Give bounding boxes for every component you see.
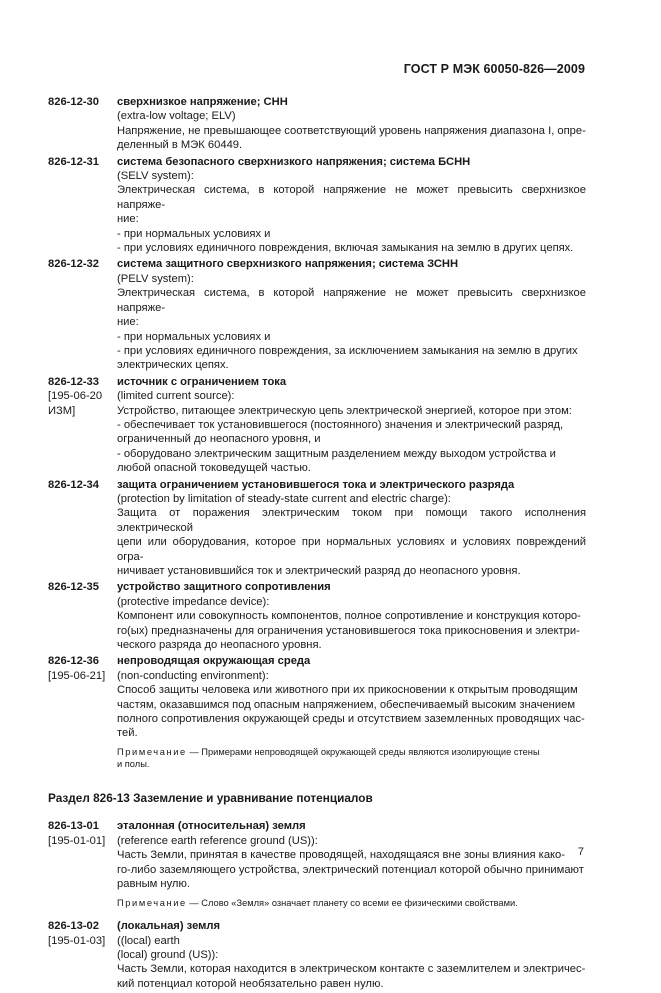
definition-line: Напряжение, не превышающее соответствующий уровень напряжения диапазона I, опре- [117,124,586,137]
entry-number: 826-12-30 [48,96,100,108]
note-text: — Примерами непроводящей окружающей среды являются изолирующие стены [186,746,540,757]
definition-line: - при нормальных условиях и [117,330,271,343]
term-title: эталонная (относительная) земля [117,820,306,833]
entry-number: 826-13-02 [48,920,100,933]
definition-line: электрических цепях. [117,359,229,372]
entry-number: 826-12-32 [48,258,100,271]
page-number: 7 [577,846,584,858]
note-text: — Слово «Земля» означает планету со всеми ее физическими свойствами. [186,897,518,908]
term-english: (PELV system): [117,272,194,285]
definition-line: Устройство, питающее электрическую цепь электрической энергией, которое при этом: [117,404,572,417]
definition-line: - при нормальных условиях и [117,227,271,240]
note [117,897,586,910]
term-title: источник с ограничением тока [117,375,287,388]
term-title: устройство защитного сопротивления [117,581,331,594]
term-entry [48,155,586,256]
iec-reference: [195-06-21] [48,669,106,682]
definition-line: частям, оказавшимся под опасным напряжением, обеспечиваемый высоким значением [117,698,576,711]
note-label: Примечание [117,897,187,908]
entry-number: 826-12-31 [48,155,100,168]
term-entry [48,819,586,915]
definition-line: ничивает установившийся ток и электрический разряд до неопасного уровня. [117,565,521,577]
term-entry [48,580,586,652]
term-english: (limited current source): [117,390,235,403]
iec-reference: ИЗМ] [48,404,76,417]
iec-reference: [195-06-20 [48,390,103,403]
definition-line: ние: [117,316,139,329]
definition-line: ограниченный до неопасного уровня, и [117,433,321,446]
term-english: (protection by limitation of steady-state current and electric charge): [117,492,451,505]
definition-line: цепи или оборудования, которое при нормальных условиях и условиях повреждений огра- [117,536,586,563]
term-entry [48,478,586,579]
note [117,746,586,771]
term-title: непроводящая окружающая среда [117,655,311,668]
definition-line: любой опасной токоведущей частью. [117,462,311,475]
definition-line: тей. [117,727,138,740]
entry-number: 826-12-33 [48,375,100,388]
term-english: (non-conducting environment): [117,669,269,682]
term-entry [48,919,586,991]
term-title: система защитного сверхнизкого напряжения; система ЗСНН [117,258,459,271]
entry-number: 826-13-01 [48,820,100,833]
document-body [48,95,586,993]
note-label: Примечание [117,746,187,757]
definition-line: полного сопротивления окружающей среды и отсутствием заземленных проводящих час- [117,713,585,726]
term-english: (reference earth reference ground (US)): [117,834,318,847]
definition-line: кий потенциал которой необязательно равен нулю. [117,977,384,990]
definition-line: Защита от поражения электрическим током при помощи такого исполнения электрической [117,507,586,534]
term-entry [48,654,586,777]
definition-line: - при условиях единичного повреждения, включая замыкания на землю в других цепях. [117,242,574,255]
entry-number: 826-12-36 [48,655,100,668]
term-entry [48,95,586,153]
definition-line: равным нулю. [117,878,190,891]
term-english: (protective impedance device): [117,595,270,608]
definition-line: - при условиях единичного повреждения, за исключением замыкания на землю в других [117,344,578,357]
definition-line: ческого разряда до неопасного уровня. [117,639,322,652]
term-english: ((local) earth [117,934,180,947]
definition-line: Компонент или совокупность компонентов, полное сопротивление и конструкция которо- [117,610,581,623]
term-english: (local) ground (US)): [117,948,219,961]
definition-line: Электрическая система, в которой напряжение не может превысить сверхнизкое напряже- [117,287,586,314]
definition-line: - обеспечивает ток установившегося (постоянного) значения и электрический разряд, [117,418,564,431]
term-title: система безопасного сверхнизкого напряжения; система БСНН [117,155,471,168]
definition-line: - оборудовано электрическим защитным разделением между выходом устройства и [117,447,556,460]
note-text: и полы. [117,759,150,770]
definition-line: го(ых) предназначены для ограничения установившегося тока прикосновения и электри- [117,624,580,637]
term-english: (extra-low voltage; ELV) [117,110,236,123]
term-title: защита ограничением установившегося тока и электрического разряда [117,478,515,491]
iec-reference: [195-01-03] [48,934,106,947]
definition-line: Способ защиты человека или животного при их прикосновении к открытым проводящим [117,684,578,697]
definition-line: деленный в МЭК 60449. [117,139,243,152]
iec-reference: [195-01-01] [48,834,106,847]
term-title: сверхнизкое напряжение; СНН [117,96,288,108]
term-title: (локальная) земля [117,920,221,933]
term-english: (SELV system): [117,170,194,183]
definition-line: го-либо заземляющего устройства, электрический потенциал которой обычно принимают [117,863,584,876]
definition-line: Часть Земли, которая находится в электрическом контакте с заземлителем и электричес- [117,963,586,976]
term-entry [48,375,586,476]
definition-line: Элeктрическая система, в которой напряжение не может превысить сверхнизкое напряже- [117,184,586,211]
definition-line: ние: [117,213,139,226]
entry-number: 826-12-35 [48,581,100,594]
term-entry [48,257,586,372]
standard-header: ГОСТ Р МЭК 60050-826—2009 [403,62,585,76]
definition-line: Часть Земли, принятая в качестве проводящей, находящаяся вне зоны влияния како- [117,849,566,862]
section-heading: Раздел 826-13 Заземление и уравнивание потенциалов [48,791,373,806]
entry-number: 826-12-34 [48,478,100,491]
